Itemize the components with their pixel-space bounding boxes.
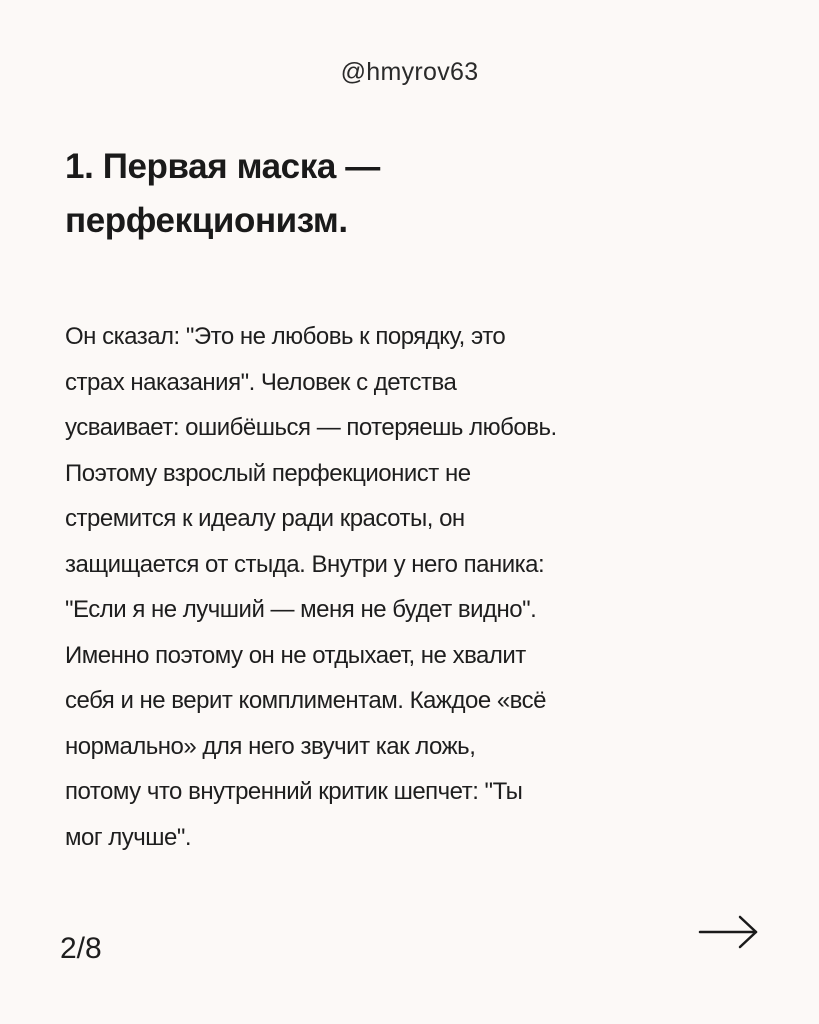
- body-line: защищается от стыда. Внутри у него паника:: [65, 550, 545, 578]
- body-line: нормально» для него звучит как ложь,: [65, 732, 476, 760]
- next-button[interactable]: [698, 910, 760, 954]
- body-line: мог лучше".: [65, 823, 192, 851]
- handle: @hmyrov63: [340, 58, 479, 86]
- body-line: себя и не верит комплиментам. Каждое «всё: [65, 687, 547, 714]
- body-line: усваивает: ошибёшься — потеряешь любовь.: [65, 414, 557, 441]
- body-line: потому что внутренний критик шепчет: "Ты: [65, 778, 523, 805]
- body-line: Именно поэтому он не отдыхает, не хвалит: [65, 641, 526, 669]
- body-line: страх наказания". Человек с детства: [65, 368, 457, 396]
- page-title: [65, 140, 755, 248]
- title-line: перфекционизм.: [65, 201, 348, 240]
- body-line: Он сказал: "Это не любовь к порядку, это: [65, 323, 506, 350]
- arrow-right-icon: [698, 910, 760, 954]
- body-line: Поэтому взрослый перфекционист не: [65, 459, 471, 487]
- body-text: [65, 314, 765, 860]
- body-line: "Если я не лучший — меня не будет видно".: [65, 596, 537, 623]
- title-line: 1. Первая маска —: [65, 147, 380, 186]
- page-counter: 2/8: [60, 932, 102, 965]
- body-line: стремится к идеалу ради красоты, он: [65, 505, 465, 532]
